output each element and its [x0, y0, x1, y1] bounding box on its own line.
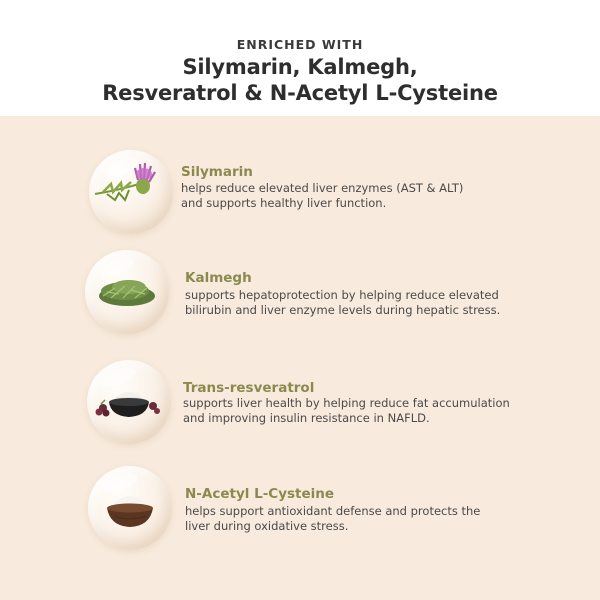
powder-wooden-bowl-icon — [88, 466, 172, 550]
ingredient-description-line-1: helps reduce elevated liver enzymes (AST & ALT) — [181, 181, 464, 195]
ingredient-description-line-2: and improving insulin resistance in NAFLD. — [183, 411, 430, 425]
ingredient-description-line-2: bilirubin and liver enzyme levels during hepatic stress. — [185, 303, 501, 317]
herb-leaves-icon — [85, 250, 169, 334]
ingredient-item-trans-resveratrol — [0, 360, 600, 460]
ingredient-name: Silymarin — [181, 164, 253, 180]
ingredient-item-kalmegh — [0, 250, 600, 350]
ingredient-description-line-1: helps support antioxidant defense and protects the — [185, 504, 481, 518]
ingredient-name: Trans-resveratrol — [183, 380, 315, 396]
ingredient-description-line-2: and supports healthy liver function. — [181, 196, 387, 210]
powder-bowl-grapes-icon — [87, 360, 171, 444]
eyebrow-text: ENRICHED WITH — [236, 37, 364, 52]
ingredient-item-silymarin — [0, 144, 600, 244]
ingredient-description-line-2: liver during oxidative stress. — [185, 519, 349, 533]
ingredient-name: Kalmegh — [185, 270, 252, 286]
header — [0, 0, 600, 116]
ingredient-description-line-1: supports hepatoprotection by helping reduce elevated — [185, 288, 499, 302]
milk-thistle-icon — [89, 150, 173, 234]
ingredients-panel — [0, 116, 600, 600]
ingredient-name: N-Acetyl L-Cysteine — [185, 486, 335, 502]
ingredient-description-line-1: supports liver health by helping reduce fat accumulation — [183, 396, 510, 410]
title-line-1: Silymarin, Kalmegh, — [182, 55, 418, 79]
ingredient-item-n-acetyl-l-cysteine — [0, 466, 600, 566]
title-line-2: Resveratrol & N-Acetyl L-Cysteine — [102, 81, 498, 105]
